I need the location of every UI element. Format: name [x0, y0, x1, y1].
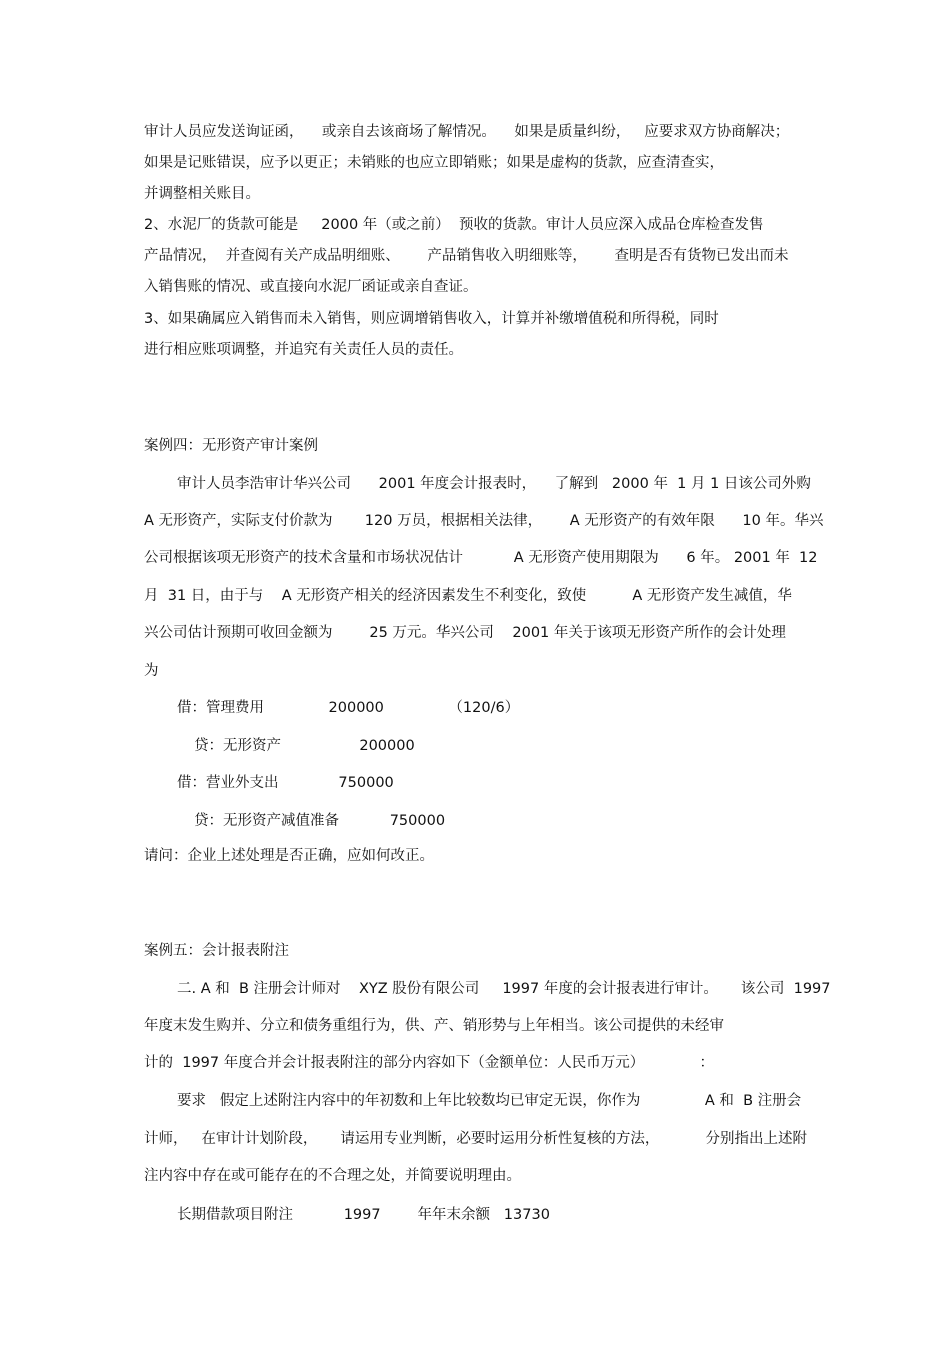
text-line: 进行相应账项调整，并追究有关责任人员的责任。 — [144, 342, 463, 358]
paragraph-line: 月 31 日，由于与 A 无形资产相关的经济因素发生不利变化，致使 A 无形资产发生减值，华 — [144, 588, 792, 604]
section-heading: 案例四：无形资产审计案例 — [144, 438, 318, 454]
requirement-line: 注内容中存在或可能存在的不合理之处，并简要说明理由。 — [144, 1168, 521, 1184]
paragraph-line: A 无形资产，实际支付价款为 120 万员，根据相关法律， A 无形资产的有效年限 10 年。华兴 — [144, 513, 824, 529]
requirement-line: 要求 假定上述附注内容中的年初数和上年比较数均已审定无误，你作为 A 和 B 注册会 — [177, 1093, 802, 1109]
text-line: 3、如果确属应入销售而未入销售，则应调增销售收入，计算并补缴增值税和所得税，同时 — [144, 311, 719, 327]
question-line: 请问：企业上述处理是否正确，应如何改正。 — [144, 848, 434, 864]
section-heading: 案例五：会计报表附注 — [144, 943, 289, 959]
paragraph-line: 公司根据该项无形资产的技术含量和市场状况估计 A 无形资产使用期限为 6 年。 2001 年 12 — [144, 550, 818, 566]
paragraph-line: 审计人员李浩审计华兴公司 2001 年度会计报表时， 了解到 2000 年 1 月 1 日该公司外购 — [177, 476, 811, 492]
text-line: 产品情况， 并查阅有关产成品明细账、 产品销售收入明细账等， 查明是否有货物已发出而未 — [144, 248, 789, 264]
journal-entry: 借：营业外支出 750000 — [177, 775, 394, 791]
text-line: 如果是记账错误，应予以更正；未销账的也应立即销账；如果是虚构的货款，应查清查实， — [144, 155, 724, 171]
note-line: 长期借款项目附注 1997 年年末余额 13730 — [177, 1207, 550, 1223]
paragraph-line: 二. A 和 B 注册会计师对 XYZ 股份有限公司 1997 年度的会计报表进行审计。 该公司 1997 — [177, 981, 831, 997]
paragraph-line: 为 — [144, 663, 159, 679]
journal-entry: 贷：无形资产 200000 — [194, 738, 415, 754]
journal-entry: 借：管理费用 200000 （120/6） — [177, 700, 520, 716]
journal-entry: 贷：无形资产减值准备 750000 — [194, 813, 446, 829]
paragraph-line: 计的 1997 年度合并会计报表附注的部分内容如下（金额单位：人民币万元） ： — [144, 1055, 715, 1071]
text-line: 2、水泥厂的货款可能是 2000 年（或之前） 预收的货款。审计人员应深入成品仓库检查发售 — [144, 217, 764, 233]
paragraph-line: 年度末发生购并、分立和债务重组行为，供、产、销形势与上年相当。该公司提供的未经审 — [144, 1018, 724, 1034]
text-line: 并调整相关账目。 — [144, 186, 260, 202]
paragraph-line: 兴公司估计预期可收回金额为 25 万元。华兴公司 2001 年关于该项无形资产所作的会计处理 — [144, 625, 786, 641]
text-line: 入销售账的情况、或直接向水泥厂函证或亲自查证。 — [144, 279, 478, 295]
text-line: 审计人员应发送询证函， 或亲自去该商场了解情况。 如果是质量纠纷， 应要求双方协商解决； — [144, 124, 790, 140]
requirement-line: 计师， 在审计计划阶段， 请运用专业判断，必要时运用分析性复核的方法， 分别指出上述附 — [144, 1131, 807, 1147]
